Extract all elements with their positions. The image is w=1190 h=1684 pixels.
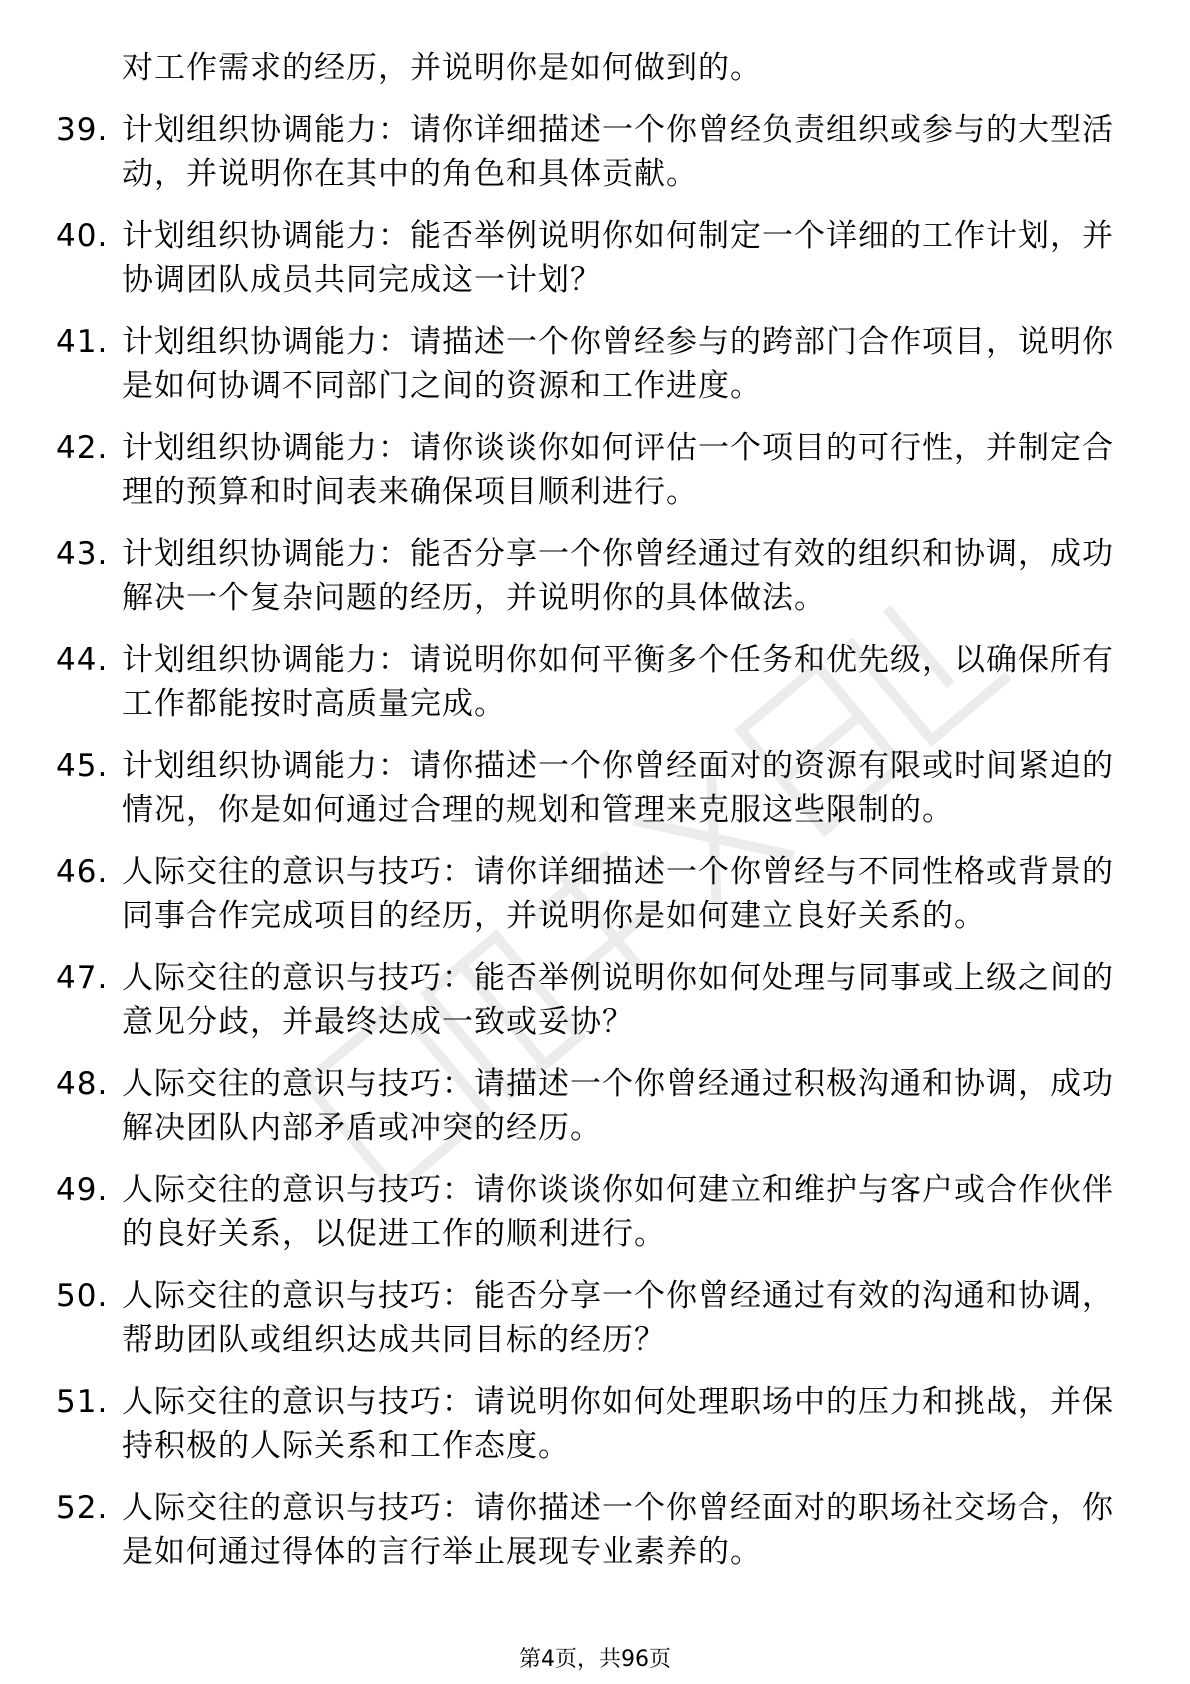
question-number: 48. (56, 1066, 109, 1102)
question-text: 人际交往的意识与技巧：请你描述一个你曾经面对的职场社交场合，你是如何通过得体的言行举止展现专业素养的。 (122, 1490, 1114, 1570)
question-number: 41. (56, 324, 109, 360)
question-item (56, 1168, 1116, 1256)
question-text: 人际交往的意识与技巧：请说明你如何处理职场中的压力和挑战，并保持积极的人际关系和工作态度。 (122, 1384, 1114, 1464)
question-item (56, 426, 1116, 514)
question-text: 人际交往的意识与技巧：请你详细描述一个你曾经与不同性格或背景的同事合作完成项目的经历，并说明你是如何建立良好关系的。 (122, 854, 1114, 934)
question-item (56, 850, 1116, 938)
question-text: 计划组织协调能力：能否分享一个你曾经通过有效的组织和协调，成功解决一个复杂问题的经历，并说明你的具体做法。 (122, 536, 1114, 616)
question-text: 人际交往的意识与技巧：能否举例说明你如何处理与同事或上级之间的意见分歧，并最终达成一致或妥协？ (122, 960, 1114, 1040)
question-item (56, 214, 1116, 302)
question-number: 42. (56, 430, 109, 466)
question-number: 52. (56, 1490, 109, 1526)
question-number: 50. (56, 1278, 109, 1314)
question-list (56, 46, 1116, 1592)
question-text: 计划组织协调能力：请说明你如何平衡多个任务和优先级，以确保所有工作都能按时高质量完成。 (122, 642, 1114, 722)
question-text: 计划组织协调能力：请你谈谈你如何评估一个项目的可行性，并制定合理的预算和时间表来确保项目顺利进行。 (122, 430, 1114, 510)
question-number: 46. (56, 854, 109, 890)
question-number: 44. (56, 642, 109, 678)
question-item (56, 956, 1116, 1044)
question-number: 51. (56, 1384, 109, 1420)
question-number: 39. (56, 112, 109, 148)
question-number: 49. (56, 1172, 109, 1208)
page-footer: 第4页，共96页 (519, 1647, 671, 1672)
question-item (56, 1274, 1116, 1362)
question-text: 计划组织协调能力：请你描述一个你曾经面对的资源有限或时间紧迫的情况，你是如何通过合理的规划和管理来克服这些限制的。 (122, 748, 1114, 828)
question-number: 40. (56, 218, 109, 254)
question-text: 计划组织协调能力：能否举例说明你如何制定一个详细的工作计划，并协调团队成员共同完成这一计划？ (122, 218, 1114, 298)
question-item (56, 320, 1116, 408)
continuation-text: 对工作需求的经历，并说明你是如何做到的。 (122, 50, 762, 86)
question-number: 47. (56, 960, 109, 996)
question-text: 人际交往的意识与技巧：能否分享一个你曾经通过有效的沟通和协调，帮助团队或组织达成共同目标的经历？ (122, 1278, 1114, 1358)
question-text: 计划组织协调能力：请描述一个你曾经参与的跨部门合作项目，说明你是如何协调不同部门之间的资源和工作进度。 (122, 324, 1114, 404)
question-item (56, 638, 1116, 726)
question-text: 人际交往的意识与技巧：请你谈谈你如何建立和维护与客户或合作伙伴的良好关系，以促进工作的顺利进行。 (122, 1172, 1114, 1252)
question-item (56, 532, 1116, 620)
question-item (56, 1380, 1116, 1468)
question-number: 45. (56, 748, 109, 784)
question-number: 43. (56, 536, 109, 572)
question-text: 人际交往的意识与技巧：请描述一个你曾经通过积极沟通和协调，成功解决团队内部矛盾或冲突的经历。 (122, 1066, 1114, 1146)
question-text: 计划组织协调能力：请你详细描述一个你曾经负责组织或参与的大型活动，并说明你在其中的角色和具体贡献。 (122, 112, 1114, 192)
question-item (56, 1062, 1116, 1150)
question-item (56, 744, 1116, 832)
question-item (56, 108, 1116, 196)
question-item (56, 1486, 1116, 1574)
